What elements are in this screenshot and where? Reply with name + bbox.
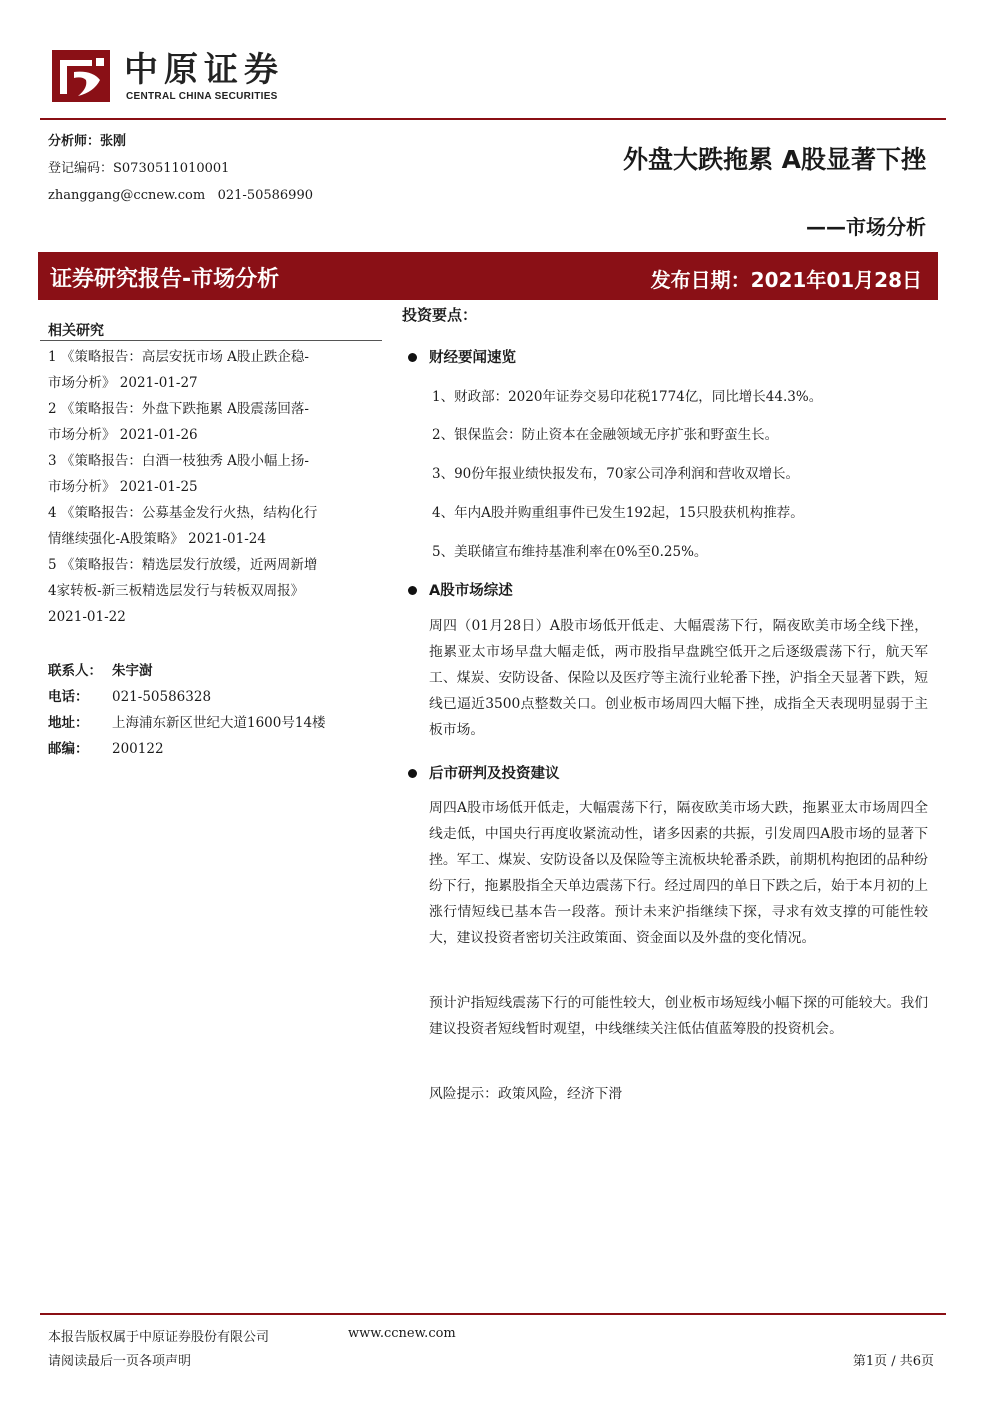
section-news-heading: [408, 346, 516, 367]
news-item: 1、财政部：2020年证券交易印花税1774亿，同比增长44.3%。: [432, 389, 823, 405]
contact-address-value: 上海浦东新区世纪大道1600号14楼: [112, 715, 326, 731]
section-outlook-title: 后市研判及投资建议: [429, 766, 560, 782]
footer-divider: [40, 1313, 946, 1315]
report-title: 外盘大跌拖累 A股显著下挫: [622, 145, 926, 174]
contact-person: [48, 658, 153, 684]
banner-category: 证券研究报告-市场分析: [50, 267, 280, 292]
section-outlook-heading: [408, 762, 560, 783]
logo-mark-icon: [52, 50, 110, 102]
analyst-name: 分析师：张刚: [48, 134, 127, 149]
related-line: 情继续强化-A股策略》 2021-01-24: [48, 531, 266, 547]
related-line: 2021-01-22: [48, 609, 126, 625]
news-item: 5、美联储宣布维持基准利率在0%至0.25%。: [432, 544, 708, 560]
contact-phone-value: 021-50586328: [112, 689, 212, 705]
related-line: 2 《策略报告：外盘下跌拖累 A股震荡回落-: [48, 401, 309, 417]
section-market-title: A股市场综述: [429, 583, 513, 599]
bullet-icon: [408, 586, 417, 595]
analyst-registration: 登记编码：S0730511010001: [48, 161, 230, 176]
logo-text-cn: 中原证券: [124, 50, 284, 90]
related-line: 市场分析》 2021-01-26: [48, 427, 198, 443]
footer-copyright: 本报告版权属于中原证券股份有限公司: [48, 1330, 270, 1345]
news-item: 4、年内A股并购重组事件已发生192起，15只股获机构推荐。: [432, 505, 804, 521]
contact-zip-value: 200122: [112, 741, 164, 757]
banner-date: 发布日期：2021年01月28日: [650, 268, 922, 292]
related-line: 市场分析》 2021-01-27: [48, 375, 198, 391]
contact-zip-label: 邮编：: [48, 741, 89, 757]
analyst-contact: zhanggang@ccnew.com 021-50586990: [48, 188, 313, 203]
risk-warning: 风险提示：政策风险，经济下滑: [429, 1086, 623, 1102]
related-line: 5 《策略报告：精选层发行放缓，近两周新增: [48, 557, 318, 573]
contact-person-value: 朱宇澍: [112, 663, 153, 679]
related-research-title: 相关研究: [48, 323, 104, 339]
related-line: 3 《策略报告：白酒一枝独秀 A股小幅上扬-: [48, 453, 309, 469]
outlook-paragraph-2: 预计沪指短线震荡下行的可能性较大，创业板市场短线小幅下探的可能较大。我们建议投资者短线暂时观望，中线继续关注低估值蓝筹股的投资机会。: [429, 995, 928, 1037]
footer-website[interactable]: www.ccnew.com: [348, 1326, 456, 1341]
header-divider: [40, 118, 946, 120]
section-market-heading: [408, 579, 513, 600]
news-item: 2、银保监会：防止资本在金融领域无序扩张和野蛮生长。: [432, 427, 779, 443]
footer-page-number: 第1页 / 共6页: [852, 1354, 934, 1369]
contact-phone: [48, 684, 211, 710]
bullet-icon: [408, 353, 417, 362]
bullet-icon: [408, 769, 417, 778]
logo-text-en: CENTRAL CHINA SECURITIES: [126, 91, 278, 102]
contact-address-label: 地址：: [48, 715, 89, 731]
news-item: 3、90份年报业绩快报发布，70家公司净利润和营收双增长。: [432, 466, 799, 482]
related-line: 4 《策略报告：公募基金发行火热，结构化行: [48, 505, 318, 521]
report-banner: [38, 252, 938, 300]
report-subtitle: ——市场分析: [806, 215, 926, 239]
related-line: 1 《策略报告：高层安抚市场 A股止跌企稳-: [48, 349, 309, 365]
outlook-paragraph: 周四A股市场低开低走，大幅震荡下行，隔夜欧美市场大跌，拖累亚太市场周四全线走低，中国央行再度收紧流动性，诸多因素的共振，引发周四A股市场的显著下挫。军工、煤炭、安防设备以及保险等主流板块轮番杀跌，前期机构抱团的品种纷纷下行，拖累股指全天单边震荡下行。经过周四的单日下跌之后，始于本月初的上涨行情短线已基本告一段落。预计未来沪指继续下探，寻求有效支撑的可能性较大，建议投资者密切关注政策面、资金面以及外盘的变化情况。: [429, 800, 928, 946]
section-news-title: 财经要闻速览: [429, 350, 516, 366]
contact-address: [48, 710, 326, 736]
related-line: 市场分析》 2021-01-25: [48, 479, 198, 495]
contact-zip: [48, 736, 164, 762]
market-overview-paragraph: 周四（01月28日）A股市场低开低走、大幅震荡下行，隔夜欧美市场全线下挫，拖累亚太市场早盘大幅走低，两市股指早盘跳空低开之后逐级震荡下行，航天军工、煤炭、安防设备、保险以及医疗等主流行业轮番下挫，沪指全天显著下跌，短线已逼近3500点整数关口。创业板市场周四大幅下挫，成指全天表现明显弱于主板市场。: [429, 618, 928, 738]
investment-points-title: 投资要点：: [402, 306, 478, 324]
related-research-divider: [40, 340, 382, 341]
footer-disclaimer: 请阅读最后一页各项声明: [48, 1354, 192, 1369]
contact-phone-label: 电话：: [48, 689, 89, 705]
related-line: 4家转板-新三板精选层发行与转板双周报》: [48, 583, 305, 599]
contact-person-label: 联系人：: [48, 663, 102, 679]
